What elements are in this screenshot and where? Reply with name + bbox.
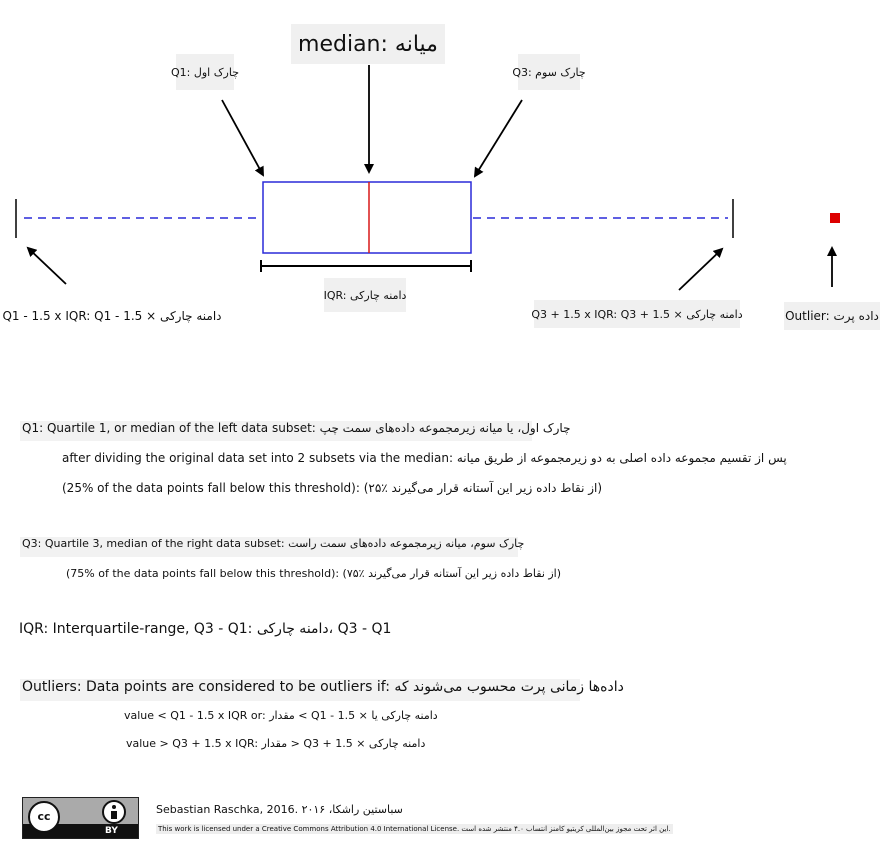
badge-by-text: BY bbox=[105, 826, 118, 836]
def-q1-line1: Q1: Quartile 1, or median of the left data subset: چارک اول، یا میانه زیرمجموعه داده‌های سمت چپ bbox=[20, 421, 532, 441]
def-q1-line2: after dividing the original data set into 2 subsets via the median: پس از تقسیم مجموعه داده اصلی به دو زیرمجموعه از طریق میانه bbox=[62, 451, 787, 465]
lower-whisker-arrow bbox=[28, 248, 66, 284]
q3-label: Q3: چارک سوم bbox=[518, 54, 580, 90]
def-outlier-cond1: value < Q1 - 1.5 x IQR or: مقدار < Q1 - 1.5 × دامنه چارکی یا bbox=[124, 709, 438, 722]
def-q3-line1: Q3: Quartile 3, median of the right data subset: چارک سوم، میانه زیرمجموعه داده‌های سمت راست bbox=[20, 537, 518, 557]
q3-arrow bbox=[475, 100, 522, 176]
def-outliers: Outliers: Data points are considered to be outliers if: داده‌ها زمانی پرت محسوب می‌شوند که bbox=[20, 679, 580, 701]
footer-author: Sebastian Raschka, 2016. سباستین راشکا، ۲۰۱۶ bbox=[156, 803, 403, 816]
lower-whisker-label: Q1 - 1.5 x IQR: Q1 - 1.5 × دامنه چارکی bbox=[2, 309, 222, 323]
def-q1-line3: (25% of the data points fall below this threshold): (۲۵٪ از نقاط داده زیر این آستانه قرار می‌گیرند) bbox=[62, 481, 603, 495]
upper-whisker-label: Q3 + 1.5 x IQR: Q3 + 1.5 × دامنه چارکی bbox=[534, 300, 740, 328]
upper-whisker-arrow bbox=[679, 249, 722, 290]
q1-arrow bbox=[222, 100, 263, 175]
def-q3-line2: (75% of the data points fall below this threshold): (۷۵٪ از نقاط داده زیر این آستانه قرار می‌گیرند) bbox=[66, 567, 562, 580]
outlier-point bbox=[830, 213, 840, 223]
iqr-label: IQR: دامنه چارکی bbox=[324, 278, 406, 312]
footer-license[interactable]: This work is licensed under a Creative Commons Attribution 4.0 International License. این اثر تحت مجوز بین‌المللی کریتیو کامنز انتساب ۴.۰ منتشر شده است. bbox=[158, 825, 671, 833]
q1-label: Q1: چارک اول bbox=[176, 54, 234, 90]
attribution-person-icon bbox=[102, 800, 126, 824]
iqr-box bbox=[263, 182, 471, 253]
cc-by-badge[interactable] bbox=[22, 797, 139, 839]
def-outlier-cond2: value > Q3 + 1.5 x IQR: مقدار > Q3 + 1.5 × دامنه چارکی bbox=[126, 737, 426, 750]
outlier-label: Outlier: داده پرت bbox=[784, 302, 880, 330]
cc-icon: cc bbox=[28, 801, 60, 833]
median-label: median: میانه bbox=[291, 24, 445, 64]
def-iqr: IQR: Interquartile-range, Q3 - Q1: دامنه چارکی، Q3 - Q1 bbox=[19, 621, 392, 637]
